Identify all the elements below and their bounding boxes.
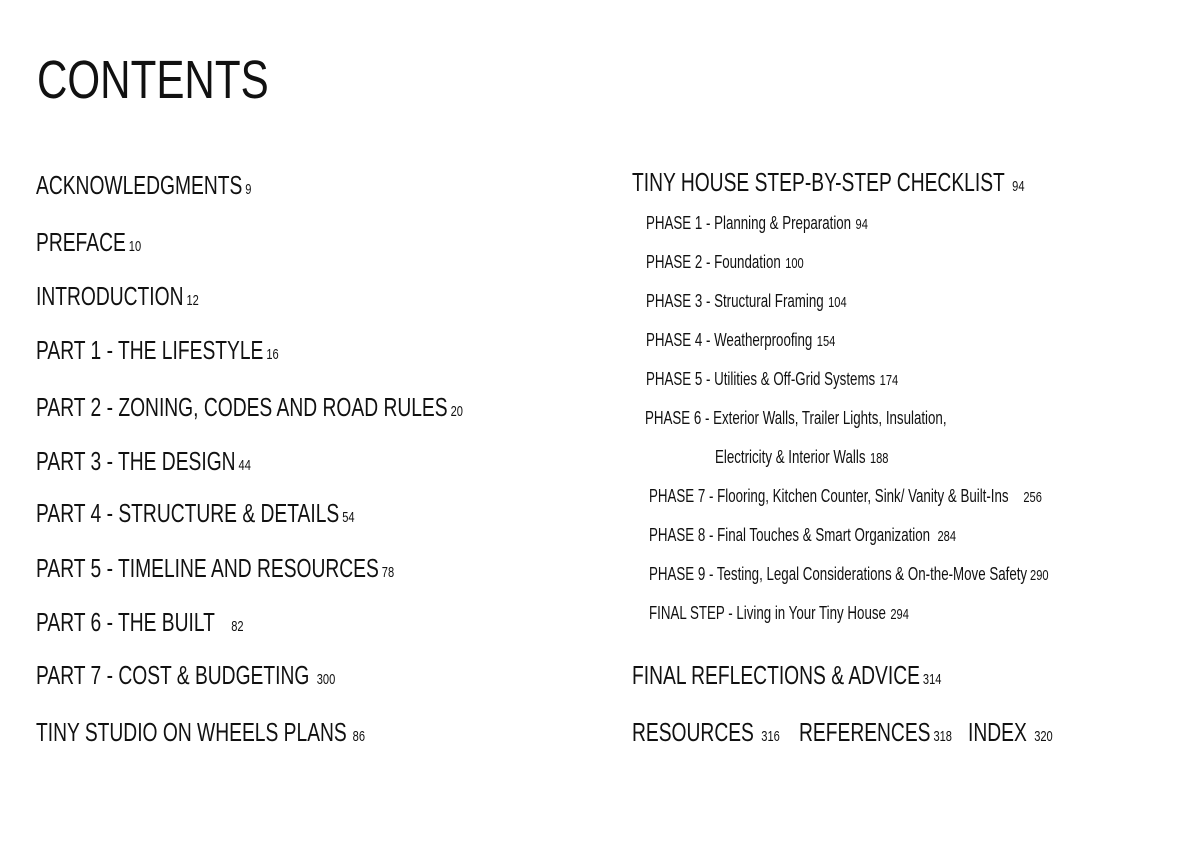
toc-entry-label: FINAL REFLECTIONS & ADVICE bbox=[632, 660, 920, 690]
toc-phase-label: PHASE 8 - Final Touches & Smart Organization bbox=[649, 525, 931, 545]
toc-phase-page: 94 bbox=[855, 216, 868, 233]
toc-entry-preface[interactable] bbox=[36, 227, 178, 262]
toc-entry-part-2[interactable] bbox=[36, 392, 613, 427]
toc-phase-6-continuation[interactable] bbox=[715, 446, 949, 470]
toc-phase-page: 256 bbox=[1023, 489, 1042, 506]
toc-entry-label: PART 2 - ZONING, CODES AND ROAD RULES bbox=[36, 392, 448, 422]
toc-phase-9[interactable] bbox=[649, 563, 1189, 587]
toc-phase-page: 294 bbox=[890, 606, 909, 623]
toc-entry-label: PART 4 - STRUCTURE & DETAILS bbox=[36, 498, 340, 528]
toc-entry-label: PART 3 - THE DESIGN bbox=[36, 446, 236, 476]
toc-phase-label: PHASE 6 - Exterior Walls, Trailer Lights, Insulation, bbox=[645, 408, 947, 428]
toc-phase-label: PHASE 3 - Structural Framing bbox=[646, 291, 824, 311]
toc-entry-part-4[interactable] bbox=[36, 498, 467, 533]
toc-entry-index[interactable] bbox=[968, 717, 1083, 752]
toc-phase-label: PHASE 9 - Testing, Legal Considerations & On-the-Move Safety bbox=[649, 564, 1028, 584]
toc-phase-6[interactable] bbox=[645, 407, 1052, 429]
toc-entry-page: 300 bbox=[316, 671, 336, 688]
toc-entry-label: INDEX bbox=[968, 717, 1027, 747]
toc-phase-4[interactable] bbox=[646, 329, 902, 353]
toc-entry-page: 44 bbox=[238, 457, 251, 474]
toc-entry-checklist[interactable] bbox=[632, 167, 1162, 202]
toc-entry-label: PART 7 - COST & BUDGETING bbox=[36, 660, 310, 690]
toc-phase-1[interactable] bbox=[646, 212, 946, 236]
toc-phase-page: 290 bbox=[1030, 567, 1049, 584]
toc-phase-label: Electricity & Interior Walls bbox=[715, 447, 866, 467]
toc-entry-part-3[interactable] bbox=[36, 446, 326, 481]
toc-entry-part-1[interactable] bbox=[36, 335, 364, 370]
toc-entry-part-7[interactable] bbox=[36, 660, 440, 695]
toc-phase-page: 174 bbox=[879, 372, 899, 389]
toc-entry-page: 12 bbox=[186, 292, 199, 309]
toc-phase-8[interactable] bbox=[649, 524, 1064, 548]
toc-entry-page: 16 bbox=[266, 346, 279, 363]
toc-phase-label: PHASE 1 - Planning & Preparation bbox=[646, 213, 852, 233]
toc-entry-page: 78 bbox=[381, 564, 395, 581]
page-title-text: CONTENTS bbox=[37, 50, 269, 110]
toc-final-step[interactable] bbox=[649, 602, 1000, 626]
toc-entry-page: 54 bbox=[342, 509, 355, 526]
toc-phase-label: PHASE 2 - Foundation bbox=[646, 252, 781, 272]
toc-entry-tiny-studio-plans[interactable] bbox=[36, 717, 481, 752]
toc-phase-3[interactable] bbox=[646, 290, 917, 314]
toc-entry-label: PART 6 - THE BUILT bbox=[36, 607, 215, 637]
toc-entry-label: PART 1 - THE LIFESTYLE bbox=[36, 335, 264, 365]
toc-entry-label: TINY STUDIO ON WHEELS PLANS bbox=[36, 717, 347, 747]
toc-entry-page: 316 bbox=[761, 728, 780, 745]
toc-phase-label: FINAL STEP - Living in Your Tiny House bbox=[649, 603, 886, 623]
toc-phase-label: PHASE 7 - Flooring, Kitchen Counter, Sink/ Vanity & Built-Ins bbox=[649, 486, 1009, 506]
toc-entry-page: 94 bbox=[1012, 178, 1025, 195]
toc-entry-label: PART 5 - TIMELINE AND RESOURCES bbox=[36, 553, 379, 583]
toc-entry-label: RESOURCES bbox=[632, 717, 754, 747]
toc-entry-page: 10 bbox=[128, 238, 142, 255]
toc-phase-5[interactable] bbox=[646, 368, 987, 392]
toc-entry-label: TINY HOUSE STEP-BY-STEP CHECKLIST bbox=[632, 167, 1005, 197]
toc-entry-page: 86 bbox=[352, 728, 366, 745]
toc-phase-label: PHASE 5 - Utilities & Off-Grid Systems bbox=[646, 369, 876, 389]
toc-entry-page: 320 bbox=[1034, 728, 1053, 745]
toc-entry-page: 20 bbox=[450, 403, 463, 420]
toc-entry-page: 314 bbox=[922, 671, 942, 688]
toc-phase-page: 104 bbox=[828, 294, 847, 311]
toc-entry-acknowledgments[interactable] bbox=[36, 170, 327, 205]
toc-phase-page: 154 bbox=[816, 333, 836, 350]
toc-entry-page: 9 bbox=[245, 181, 252, 198]
toc-entry-label: PREFACE bbox=[36, 227, 126, 257]
toc-entry-introduction[interactable] bbox=[36, 281, 256, 316]
page-title bbox=[37, 50, 334, 110]
toc-entry-part-5[interactable] bbox=[36, 553, 520, 588]
toc-entry-page: 82 bbox=[231, 618, 244, 635]
toc-phase-page: 100 bbox=[785, 255, 804, 272]
toc-entry-label: REFERENCES bbox=[799, 717, 931, 747]
toc-entry-label: INTRODUCTION bbox=[36, 281, 184, 311]
toc-entry-label: ACKNOWLEDGMENTS bbox=[36, 170, 243, 200]
toc-phase-label: PHASE 4 - Weatherproofing bbox=[646, 330, 813, 350]
toc-entry-page: 318 bbox=[933, 728, 952, 745]
toc-entry-part-6[interactable] bbox=[36, 607, 316, 642]
toc-phase-7[interactable] bbox=[649, 485, 1180, 509]
toc-phase-page: 284 bbox=[937, 528, 957, 545]
toc-entry-final-reflections[interactable] bbox=[632, 660, 1050, 695]
toc-phase-2[interactable] bbox=[646, 251, 859, 275]
toc-phase-page: 188 bbox=[869, 450, 889, 467]
